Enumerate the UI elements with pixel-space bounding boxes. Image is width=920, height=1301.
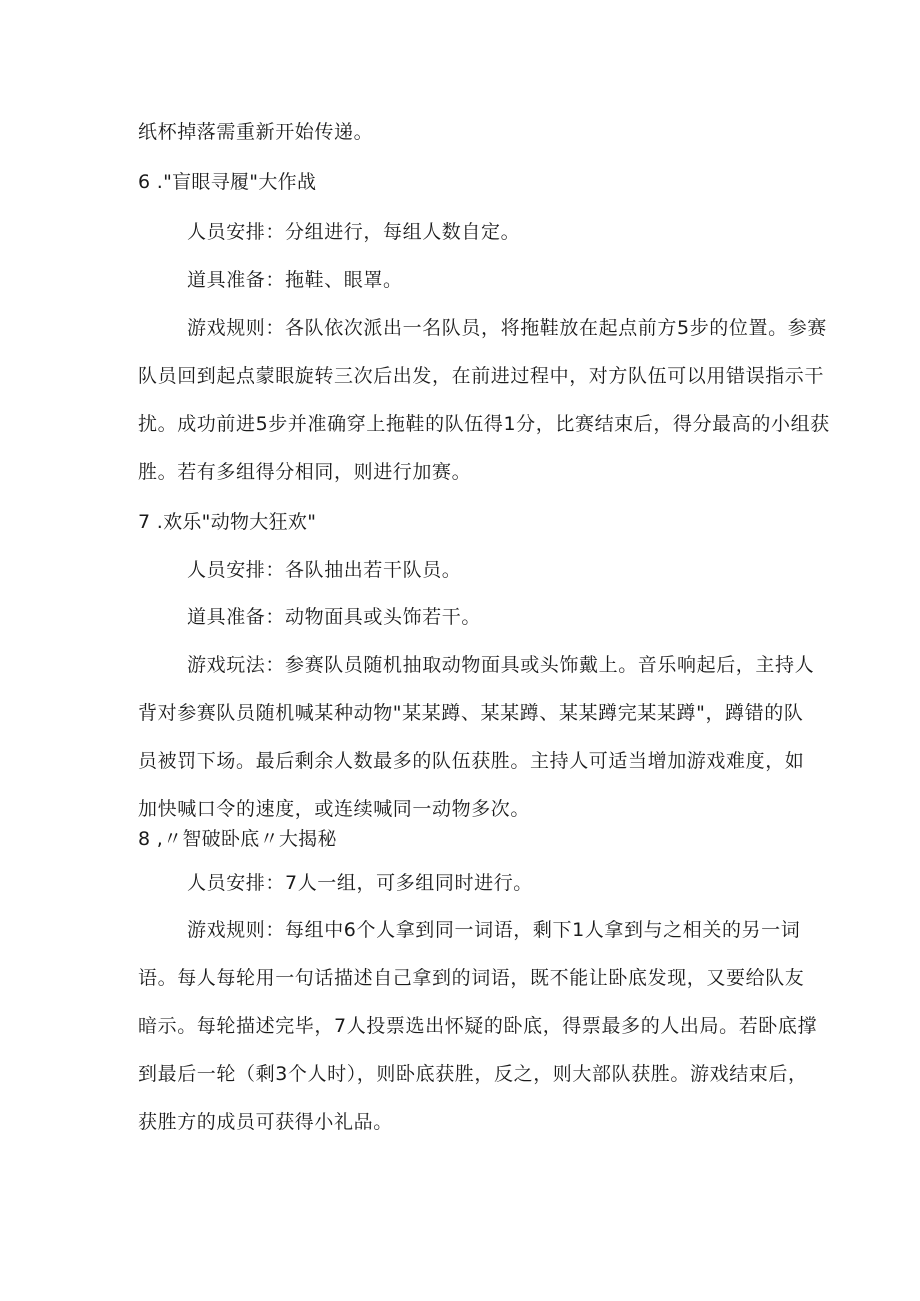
section-6-title: 6 ."盲眼寻履"大作战 (138, 171, 317, 193)
section-6-rules-line: 胜。若有多组得分相同，则进行加赛。 (138, 461, 472, 483)
section-8-rules-line: 获胜方的成员可获得小礼品。 (138, 1111, 393, 1133)
paragraph-line: 纸杯掉落需重新开始传递。 (138, 121, 374, 143)
section-8-rules-line: 暗示。每轮描述完毕，7人投票选出怀疑的卧底，得票最多的人出局。若卧底撑 (138, 1015, 818, 1037)
section-6-rules-line: 游戏规则：各队依次派出一名队员，将拖鞋放在起点前方5步的位置。参赛 (187, 317, 827, 339)
section-8-rules-line: 语。每人每轮用一句话描述自己拿到的词语，既不能让卧底发现，又要给队友 (138, 967, 805, 989)
section-8-rules-line: 到最后一轮（剩3个人时），则卧底获胜，反之，则大部队获胜。游戏结束后， (138, 1063, 808, 1085)
section-7-rules-line: 员被罚下场。最后剩余人数最多的队伍获胜。主持人可适当增加游戏难度，如 (138, 750, 805, 772)
section-6-staffing: 人员安排：分组进行，每组人数自定。 (187, 221, 521, 243)
section-7-staffing: 人员安排：各队抽出若干队员。 (187, 559, 462, 581)
section-7-rules-line: 背对参赛队员随机喊某种动物"某某蹲、某某蹲、某某蹲完某某蹲"，蹲错的队 (138, 702, 804, 724)
section-6-props: 道具准备：拖鞋、眼罩。 (187, 269, 403, 291)
section-8-title: 8 ,〃智破卧底〃大揭秘 (138, 828, 337, 850)
section-7-rules-line: 游戏玩法：参赛队员随机抽取动物面具或头饰戴上。音乐响起后，主持人 (187, 654, 815, 676)
section-7-title: 7 .欢乐"动物大狂欢" (138, 511, 317, 533)
section-8-rules-line: 游戏规则：每组中6个人拿到同一词语，剩下1人拿到与之相关的另一词 (187, 919, 801, 941)
section-6-rules-line: 扰。成功前进5步并准确穿上拖鞋的队伍得1分，比赛结束后，得分最高的小组获 (138, 413, 830, 435)
section-7-rules-line: 加快喊口令的速度，或连续喊同一动物多次。 (138, 798, 531, 820)
section-7-props: 道具准备：动物面具或头饰若干。 (187, 606, 482, 628)
section-8-staffing: 人员安排：7人一组，可多组同时进行。 (187, 872, 533, 894)
section-6-rules-line: 队员回到起点蒙眼旋转三次后出发，在前进过程中，对方队伍可以用错误指示干 (138, 365, 825, 387)
